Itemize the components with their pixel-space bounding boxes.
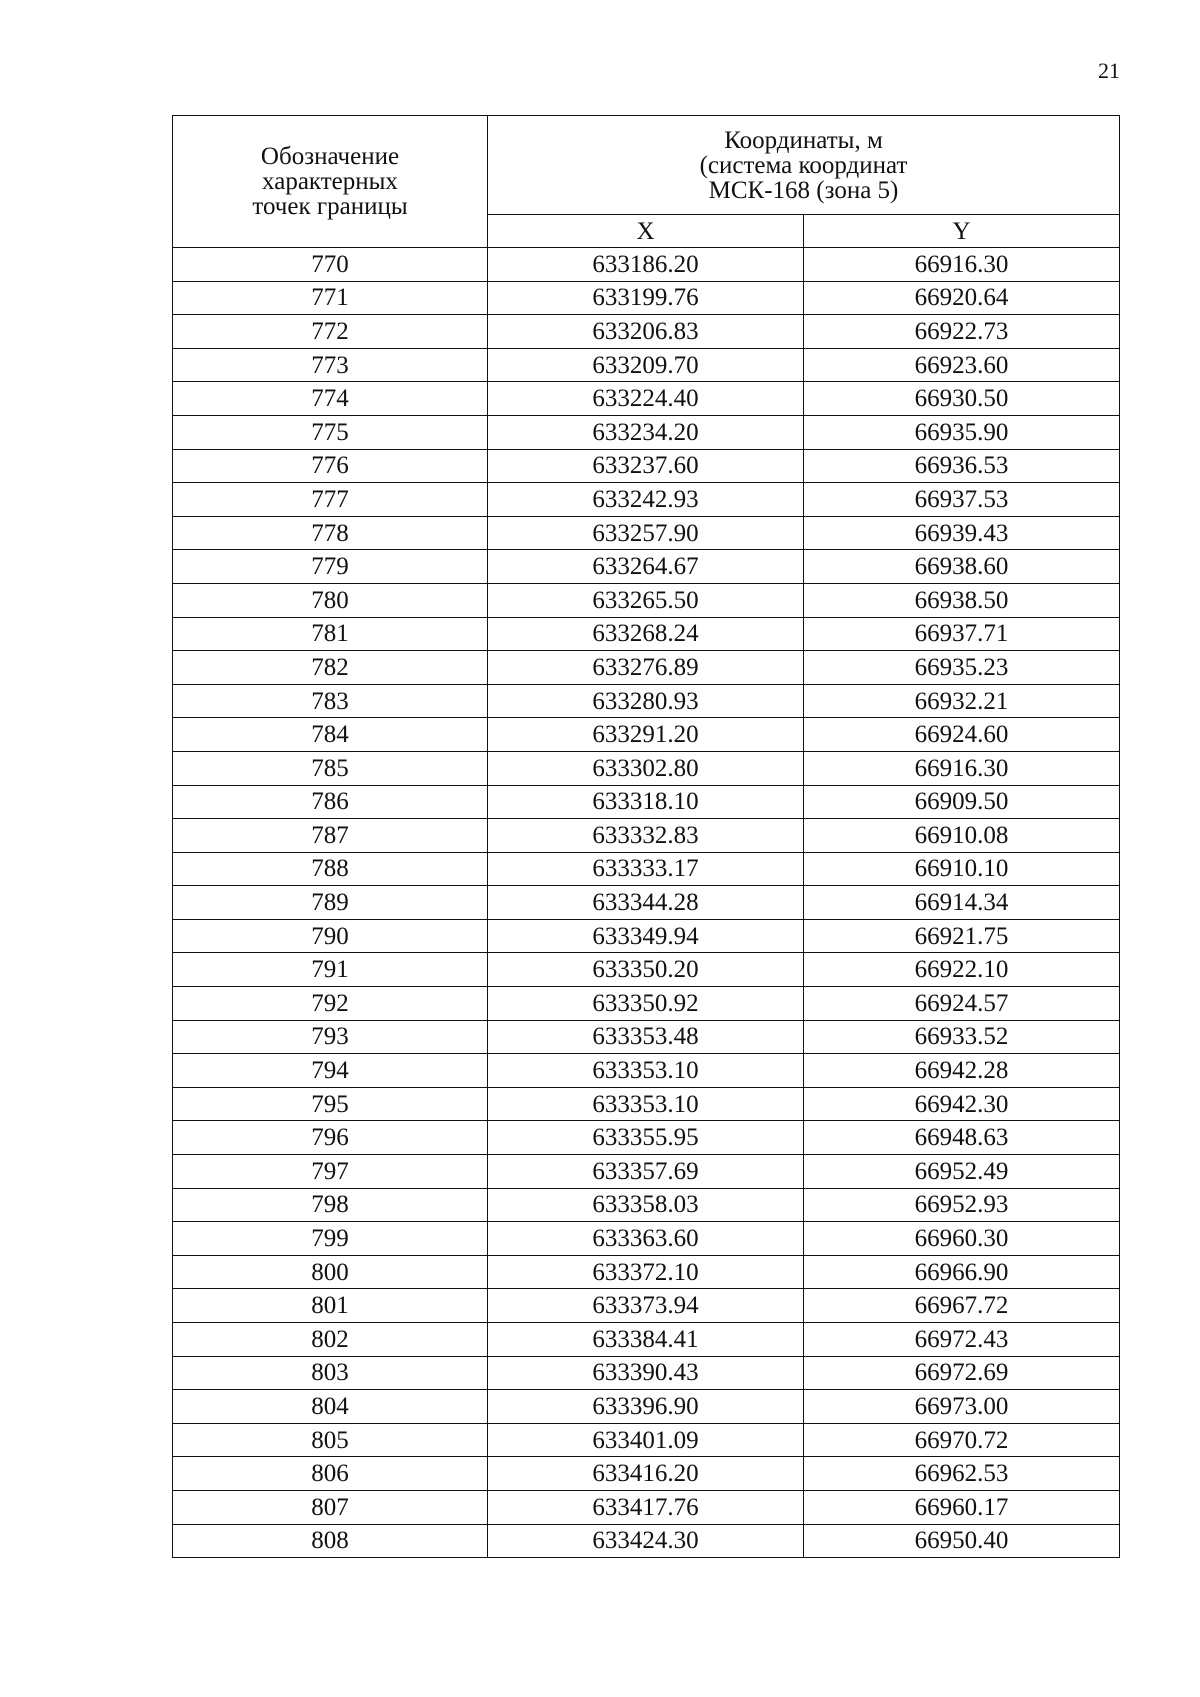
y-cell: 66966.90 [804,1255,1120,1289]
point-cell: 803 [173,1356,488,1390]
x-cell: 633234.20 [488,415,804,449]
y-cell: 66967.72 [804,1289,1120,1323]
point-cell: 787 [173,819,488,853]
point-cell: 778 [173,516,488,550]
table-row [173,852,1120,886]
table-row [173,718,1120,752]
x-cell: 633257.90 [488,516,804,550]
y-cell: 66973.00 [804,1390,1120,1424]
table-row [173,651,1120,685]
y-column-header: Y [804,215,1120,248]
x-cell: 633353.10 [488,1054,804,1088]
y-cell: 66924.60 [804,718,1120,752]
x-cell: 633417.76 [488,1490,804,1524]
table-row [173,315,1120,349]
x-cell: 633350.92 [488,987,804,1021]
point-cell: 784 [173,718,488,752]
table-row [173,550,1120,584]
table-row [173,953,1120,987]
y-cell: 66909.50 [804,785,1120,819]
y-cell: 66914.34 [804,886,1120,920]
table-row [173,516,1120,550]
y-cell: 66933.52 [804,1020,1120,1054]
x-cell: 633416.20 [488,1457,804,1491]
point-cell: 807 [173,1490,488,1524]
page-number: 21 [1098,58,1120,83]
point-cell: 804 [173,1390,488,1424]
point-cell: 788 [173,852,488,886]
x-cell: 633264.67 [488,550,804,584]
point-header-line: Обозначение [260,143,400,170]
point-cell: 791 [173,953,488,987]
y-cell: 66932.21 [804,684,1120,718]
y-cell: 66920.64 [804,281,1120,315]
x-cell: 633390.43 [488,1356,804,1390]
point-cell: 802 [173,1323,488,1357]
coords-header-line: (система координат [699,151,908,179]
y-cell: 66936.53 [804,449,1120,483]
y-cell: 66952.49 [804,1155,1120,1189]
y-cell: 66910.08 [804,819,1120,853]
table-row [173,415,1120,449]
point-cell: 794 [173,1054,488,1088]
x-cell: 633224.40 [488,382,804,416]
x-cell: 633199.76 [488,281,804,315]
point-cell: 782 [173,651,488,685]
point-cell: 770 [173,248,488,282]
point-cell: 798 [173,1188,488,1222]
table-row [173,684,1120,718]
point-cell: 773 [173,348,488,382]
table-row [173,1222,1120,1256]
table-row [173,1087,1120,1121]
table-row [173,1490,1120,1524]
y-cell: 66916.30 [804,248,1120,282]
y-cell: 66970.72 [804,1423,1120,1457]
table-row [173,819,1120,853]
y-cell: 66937.71 [804,617,1120,651]
x-cell: 633355.95 [488,1121,804,1155]
x-cell: 633333.17 [488,852,804,886]
coords-header-line: МСК-168 (зона 5) [708,176,899,204]
table-row [173,1457,1120,1491]
x-cell: 633358.03 [488,1188,804,1222]
point-cell: 793 [173,1020,488,1054]
x-cell: 633357.69 [488,1155,804,1189]
x-cell: 633344.28 [488,886,804,920]
point-cell: 806 [173,1457,488,1491]
coordinates-table [172,115,1120,1558]
table-row [173,785,1120,819]
x-cell: 633363.60 [488,1222,804,1256]
x-cell: 633372.10 [488,1255,804,1289]
point-cell: 781 [173,617,488,651]
x-cell: 633350.20 [488,953,804,987]
x-cell: 633237.60 [488,449,804,483]
y-cell: 66948.63 [804,1121,1120,1155]
x-cell: 633401.09 [488,1423,804,1457]
y-cell: 66962.53 [804,1457,1120,1491]
y-cell: 66922.10 [804,953,1120,987]
x-cell: 633302.80 [488,751,804,785]
y-cell: 66935.23 [804,651,1120,685]
point-cell: 776 [173,449,488,483]
x-cell: 633396.90 [488,1390,804,1424]
y-cell: 66922.73 [804,315,1120,349]
point-cell: 797 [173,1155,488,1189]
point-cell: 789 [173,886,488,920]
table-row [173,449,1120,483]
x-cell: 633186.20 [488,248,804,282]
table-row [173,1121,1120,1155]
table-row [173,1155,1120,1189]
table-row [173,483,1120,517]
y-cell: 66950.40 [804,1524,1120,1558]
x-cell: 633353.10 [488,1087,804,1121]
table-row [173,583,1120,617]
x-cell: 633206.83 [488,315,804,349]
point-cell: 795 [173,1087,488,1121]
point-cell: 799 [173,1222,488,1256]
x-cell: 633332.83 [488,819,804,853]
point-cell: 792 [173,987,488,1021]
x-column-header: X [488,215,804,248]
x-cell: 633265.50 [488,583,804,617]
table-row [173,1054,1120,1088]
y-cell: 66937.53 [804,483,1120,517]
y-cell: 66972.43 [804,1323,1120,1357]
x-cell: 633209.70 [488,348,804,382]
table-row [173,1323,1120,1357]
point-cell: 772 [173,315,488,349]
y-cell: 66942.30 [804,1087,1120,1121]
x-cell: 633318.10 [488,785,804,819]
y-cell: 66960.30 [804,1222,1120,1256]
table-row [173,886,1120,920]
x-cell: 633353.48 [488,1020,804,1054]
y-cell: 66910.10 [804,852,1120,886]
table-row [173,751,1120,785]
coords-header-line: Координаты, м [724,126,883,154]
point-cell: 796 [173,1121,488,1155]
point-cell: 800 [173,1255,488,1289]
y-cell: 66923.60 [804,348,1120,382]
y-cell: 66935.90 [804,415,1120,449]
point-header-line: точек границы [252,193,408,220]
x-cell: 633276.89 [488,651,804,685]
point-cell: 777 [173,483,488,517]
point-cell: 780 [173,583,488,617]
point-cell: 805 [173,1423,488,1457]
point-cell: 786 [173,785,488,819]
table-row [173,1255,1120,1289]
y-cell: 66960.17 [804,1490,1120,1524]
point-designation-header [173,116,488,248]
x-cell: 633291.20 [488,718,804,752]
point-cell: 785 [173,751,488,785]
point-cell: 801 [173,1289,488,1323]
table-row [173,248,1120,282]
x-cell: 633349.94 [488,919,804,953]
point-cell: 774 [173,382,488,416]
y-cell: 66921.75 [804,919,1120,953]
point-cell: 808 [173,1524,488,1558]
point-cell: 783 [173,684,488,718]
y-cell: 66930.50 [804,382,1120,416]
table-row [173,1423,1120,1457]
point-cell: 775 [173,415,488,449]
table-row [173,1188,1120,1222]
x-cell: 633280.93 [488,684,804,718]
table-row [173,1524,1120,1558]
y-cell: 66972.69 [804,1356,1120,1390]
table-body [173,248,1120,1558]
point-cell: 779 [173,550,488,584]
y-cell: 66938.50 [804,583,1120,617]
point-cell: 790 [173,919,488,953]
x-cell: 633242.93 [488,483,804,517]
y-cell: 66942.28 [804,1054,1120,1088]
table-row [173,1020,1120,1054]
x-cell: 633373.94 [488,1289,804,1323]
table-row [173,1356,1120,1390]
table-row [173,617,1120,651]
point-header-line: характерных [262,168,398,195]
y-cell: 66924.57 [804,987,1120,1021]
x-cell: 633268.24 [488,617,804,651]
point-cell: 771 [173,281,488,315]
table-row [173,382,1120,416]
y-cell: 66916.30 [804,751,1120,785]
table-row [173,1289,1120,1323]
table-row [173,987,1120,1021]
x-cell: 633424.30 [488,1524,804,1558]
table-row [173,919,1120,953]
table-row [173,1390,1120,1424]
coordinates-header [488,116,1120,215]
y-cell: 66952.93 [804,1188,1120,1222]
y-cell: 66938.60 [804,550,1120,584]
table-row [173,348,1120,382]
table-row [173,281,1120,315]
y-cell: 66939.43 [804,516,1120,550]
x-cell: 633384.41 [488,1323,804,1357]
